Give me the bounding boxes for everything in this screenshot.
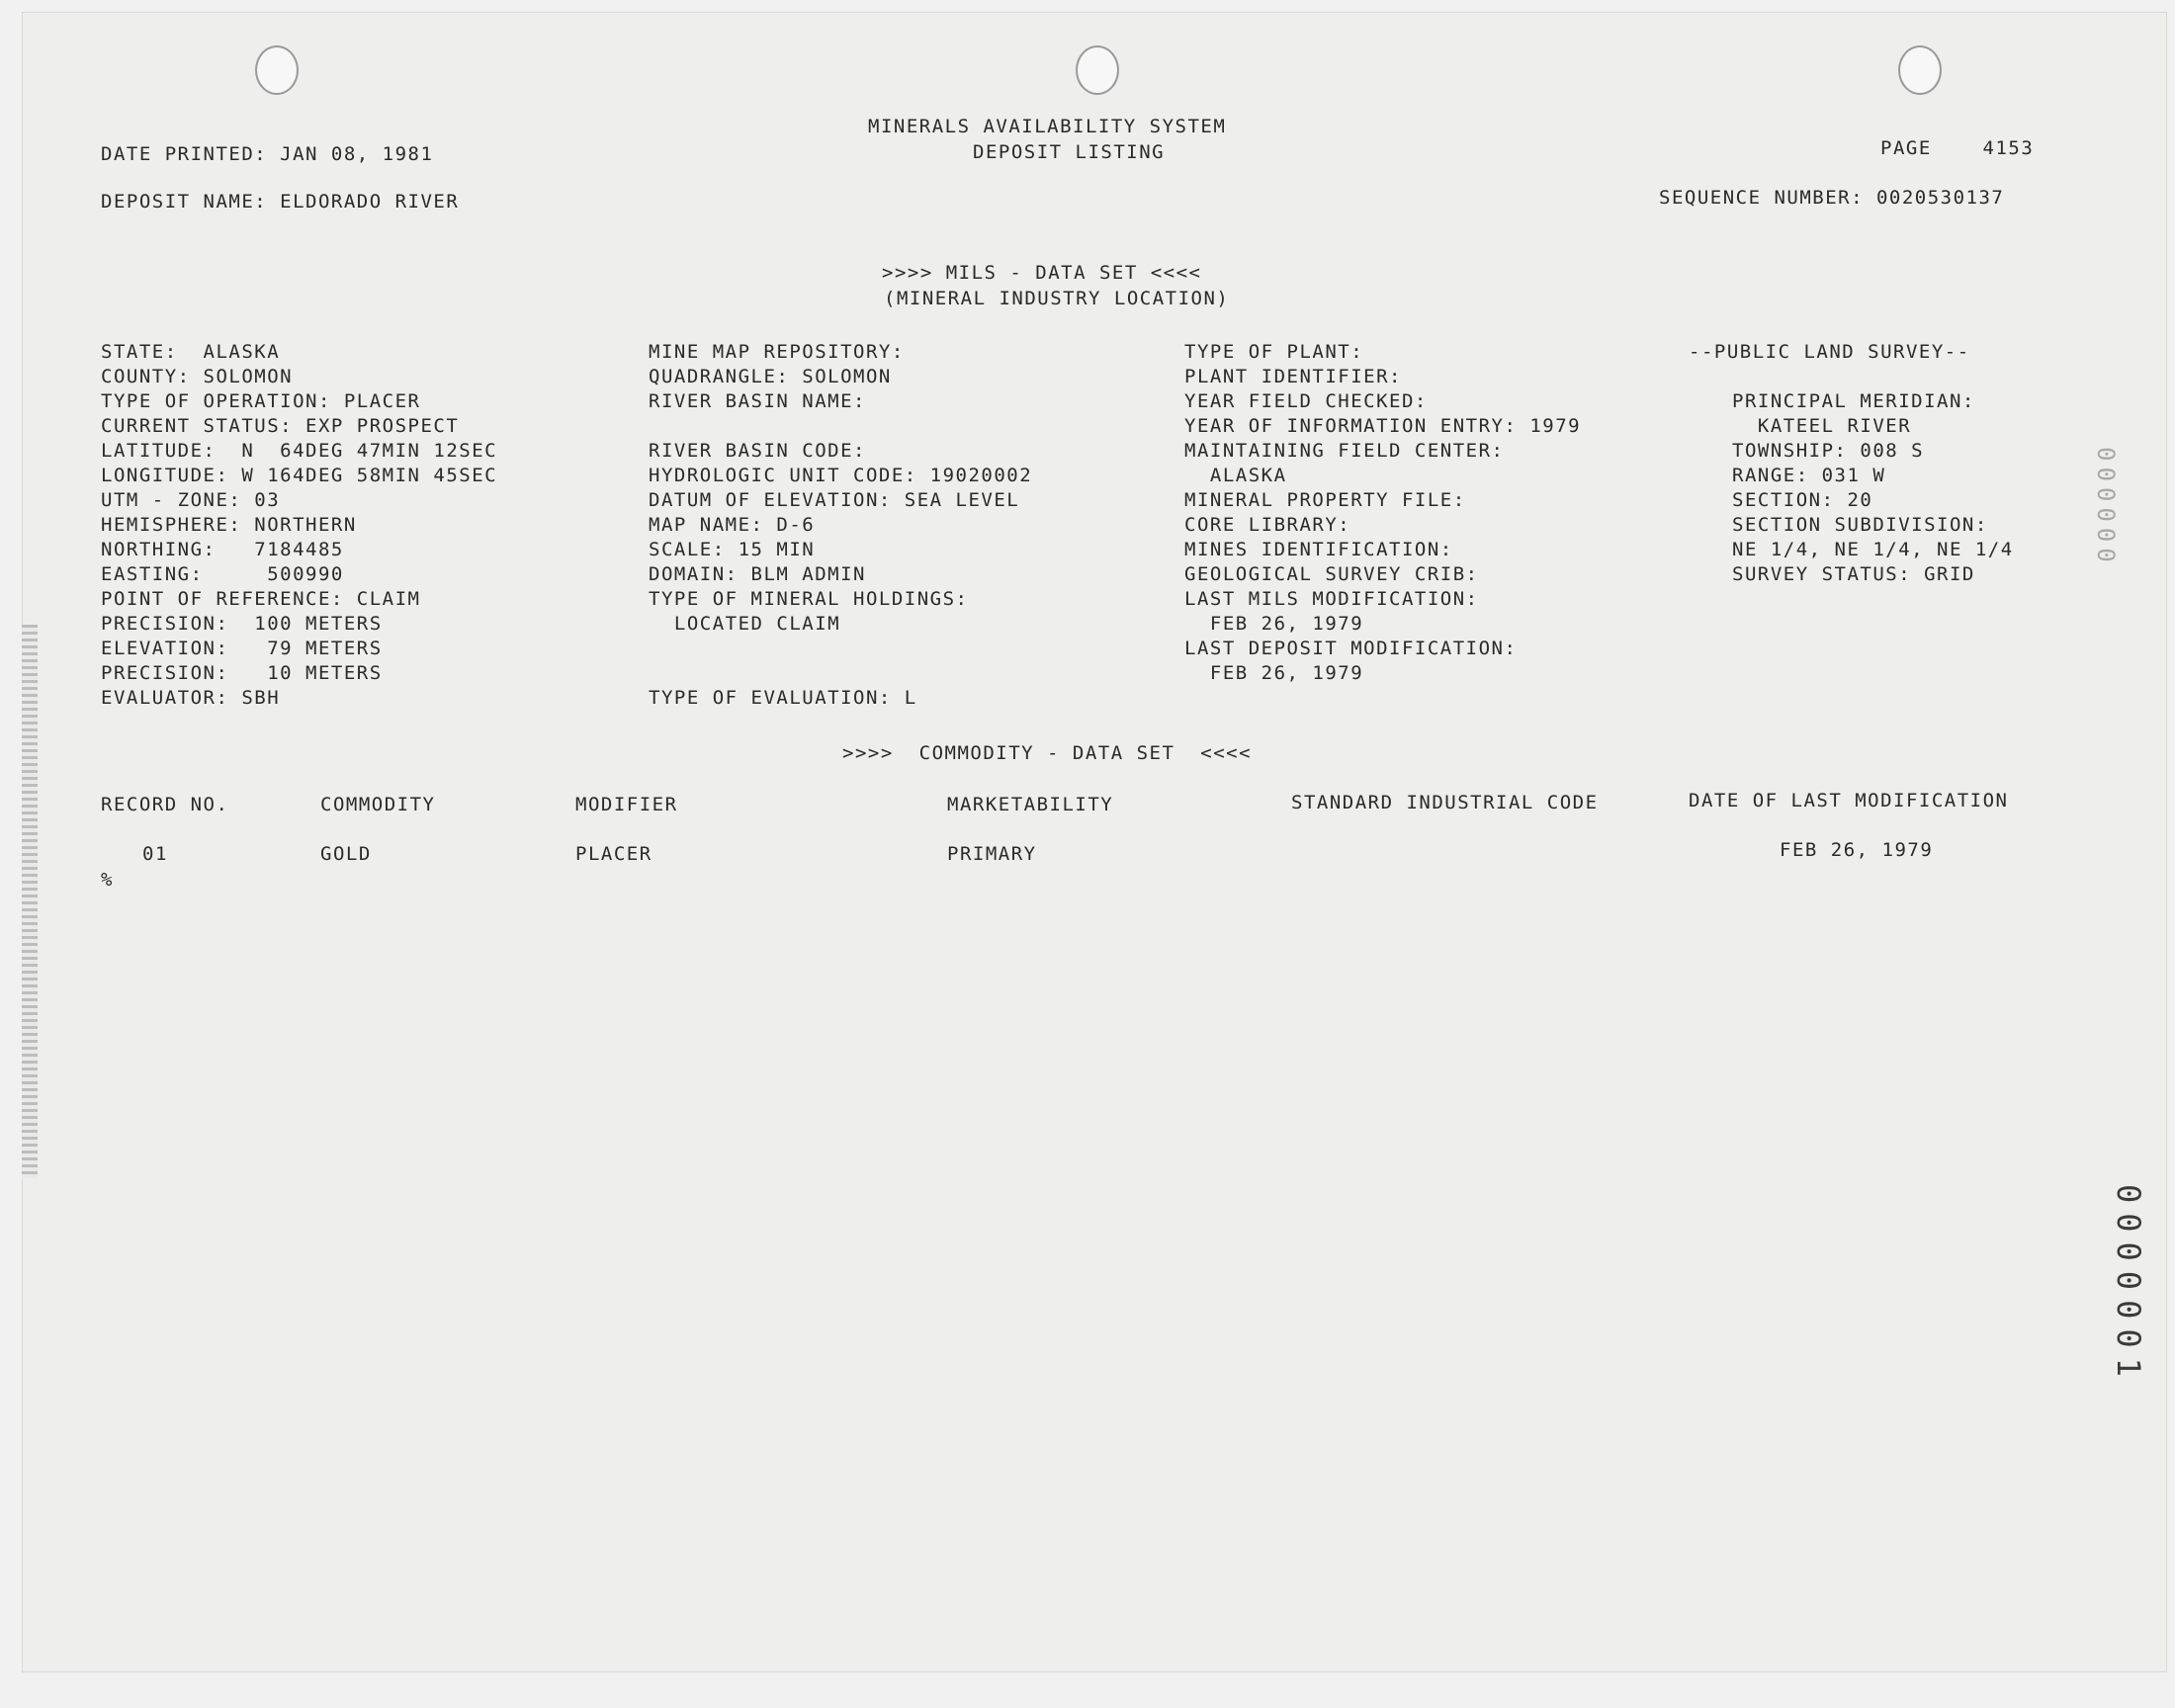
mils-section-title: >>>> MILS - DATA SET <<<< — [882, 262, 1202, 284]
field-line: STATE: ALASKA — [101, 341, 281, 363]
field-line: EVALUATOR: SBH — [101, 687, 281, 709]
field-line: TYPE OF OPERATION: PLACER — [101, 390, 421, 412]
field-line: POINT OF REFERENCE: CLAIM — [101, 588, 421, 610]
header-standard-industrial-code: STANDARD INDUSTRIAL CODE — [1291, 792, 1599, 813]
field-line: PRINCIPAL MERIDIAN: — [1732, 390, 1975, 412]
field-line: PRECISION: 100 METERS — [101, 613, 383, 635]
deposit-name: DEPOSIT NAME: ELDORADO RIVER — [101, 191, 460, 213]
field-line: MINERAL PROPERTY FILE: — [1184, 489, 1466, 511]
binder-hole — [1076, 45, 1119, 95]
field-line: NORTHING: 7184485 — [101, 539, 344, 560]
field-line — [649, 414, 1032, 439]
header-commodity: COMMODITY — [320, 794, 436, 815]
field-line: DATUM OF ELEVATION: SEA LEVEL — [649, 489, 1020, 511]
field-line: MINES IDENTIFICATION: — [1184, 539, 1453, 560]
header-modifier: MODIFIER — [575, 794, 678, 815]
field-line: HYDROLOGIC UNIT CODE: 19020002 — [649, 465, 1033, 486]
field-line: YEAR FIELD CHECKED: — [1184, 390, 1428, 412]
plant-column — [1184, 340, 1581, 686]
field-line: PLANT IDENTIFIER: — [1184, 366, 1402, 387]
field-line: FEB 26, 1979 — [1184, 662, 1364, 684]
commodity-section-title: >>>> COMMODITY - DATA SET <<<< — [842, 742, 1253, 764]
field-line: LATITUDE: N 64DEG 47MIN 12SEC — [101, 440, 498, 462]
field-line: FEB 26, 1979 — [1184, 613, 1364, 635]
public-land-survey-heading: --PUBLIC LAND SURVEY-- — [1689, 341, 1970, 363]
binder-hole — [1898, 45, 1942, 95]
field-line: LOCATED CLAIM — [649, 613, 841, 635]
field-line: SECTION SUBDIVISION: — [1732, 514, 1988, 536]
field-line: DOMAIN: BLM ADMIN — [649, 563, 866, 585]
field-line: TOWNSHIP: 008 S — [1732, 440, 1925, 462]
location-column — [101, 340, 497, 711]
cell-modifier: PLACER — [575, 843, 652, 865]
field-line: TYPE OF PLANT: — [1184, 341, 1364, 363]
page-number: PAGE 4153 — [1880, 137, 2035, 159]
field-line: LAST MILS MODIFICATION: — [1184, 588, 1479, 610]
field-line: CURRENT STATUS: EXP PROSPECT — [101, 415, 460, 437]
field-line: HEMISPHERE: NORTHERN — [101, 514, 357, 536]
field-line: SURVEY STATUS: GRID — [1732, 563, 1975, 585]
field-line: CORE LIBRARY: — [1184, 514, 1351, 536]
field-line — [649, 661, 1032, 686]
field-line: QUADRANGLE: SOLOMON — [649, 366, 892, 387]
field-line: GEOLOGICAL SURVEY CRIB: — [1184, 563, 1479, 585]
field-line: RIVER BASIN NAME: — [649, 390, 866, 412]
field-line: MAINTAINING FIELD CENTER: — [1184, 440, 1505, 462]
cell-marketability: PRIMARY — [947, 843, 1037, 865]
land-survey-column — [1732, 389, 2014, 587]
field-line: MINE MAP REPOSITORY: — [649, 341, 905, 363]
field-line: PRECISION: 10 METERS — [101, 662, 383, 684]
system-title: MINERALS AVAILABILITY SYSTEM — [868, 116, 1227, 137]
field-line: ALASKA — [1184, 465, 1287, 486]
listing-title: DEPOSIT LISTING — [973, 141, 1166, 163]
binder-hole — [255, 45, 299, 95]
field-line: RIVER BASIN CODE: — [649, 440, 866, 462]
printout-page — [22, 12, 2167, 1672]
map-column — [649, 340, 1032, 711]
field-line: COUNTY: SOLOMON — [101, 366, 294, 387]
margin-sequence-number: 0000001 — [2110, 1184, 2147, 1387]
scan-edge-strip — [22, 625, 38, 1178]
cell-commodity: GOLD — [320, 843, 372, 865]
field-line: SECTION: 20 — [1732, 489, 1873, 511]
header-marketability: MARKETABILITY — [947, 794, 1114, 815]
field-line: YEAR OF INFORMATION ENTRY: 1979 — [1184, 415, 1582, 437]
field-line: UTM - ZONE: 03 — [101, 489, 281, 511]
cell-record-no: 01 — [142, 843, 168, 865]
field-line: MAP NAME: D-6 — [649, 514, 816, 536]
field-line: KATEEL RIVER — [1732, 415, 1912, 437]
date-printed: DATE PRINTED: JAN 08, 1981 — [101, 143, 434, 165]
field-line: SCALE: 15 MIN — [649, 539, 816, 560]
field-line: ELEVATION: 79 METERS — [101, 638, 383, 659]
field-line: LONGITUDE: W 164DEG 58MIN 45SEC — [101, 465, 498, 486]
header-record-no: RECORD NO. — [101, 794, 229, 815]
field-line: TYPE OF EVALUATION: L — [649, 687, 917, 709]
field-line: LAST DEPOSIT MODIFICATION: — [1184, 638, 1518, 659]
mils-section-subtitle: (MINERAL INDUSTRY LOCATION) — [884, 288, 1230, 309]
field-line — [649, 637, 1032, 661]
end-marker: % — [101, 869, 114, 891]
sequence-number: SEQUENCE NUMBER: 0020530137 — [1659, 187, 2005, 209]
field-line: EASTING: 500990 — [101, 563, 344, 585]
faint-margin-number: 000000 — [2092, 447, 2120, 568]
field-line: TYPE OF MINERAL HOLDINGS: — [649, 588, 969, 610]
field-line: RANGE: 031 W — [1732, 465, 1886, 486]
cell-date-last-modification: FEB 26, 1979 — [1780, 839, 1934, 861]
header-date-last-modification: DATE OF LAST MODIFICATION — [1689, 790, 2009, 811]
field-line: NE 1/4, NE 1/4, NE 1/4 — [1732, 539, 2014, 560]
